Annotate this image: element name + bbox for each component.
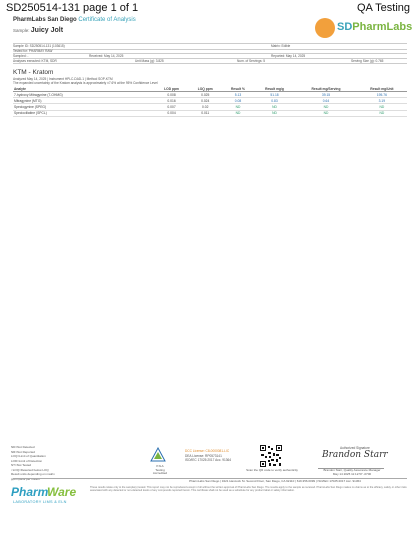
table-row: 7-hydroxy Mitragynine (7-OHMG) 0.008 0.025 5.13 51.18 39.15 195.76: [13, 92, 407, 98]
disclaimer: These results relate only to the sample(s) tested. This report may not be reproduced except in full without the written approval of PharmLabs San Diego. The results apply to the sample as received. PharmLabs San Diego makes no claims as to the efficacy, safety or other risks associated with any detected or non-detected levels of any compounds reported herein. This certificate shall not be used as a substitute for any product label or safety information.: [90, 486, 407, 493]
tested-for: Tested for: PHARMAY RAW: [13, 49, 53, 53]
iso-accreditation: ISO/IEC 17025:2017 Acc. 91364: [185, 458, 232, 462]
company-header: [13, 17, 136, 23]
table-row: Speciogynine (SPEG) 0.007 0.02 ND ND ND ND: [13, 104, 407, 110]
sample-id: Sample ID: SD250514-131 (103615): [13, 44, 65, 48]
logo-text: SDPharmLabs: [337, 21, 413, 33]
table-row: Mitragynine (MTG) 0.016 0.024 0.08 0.83 0.64 3.19: [13, 98, 407, 104]
col-result-pct: Result %: [222, 86, 254, 92]
lab-address: PharmLabs San Diego | 3421 Hancock St. Second Floor, San Diego, CA 92110 | 619.356.0099 | ISO/IEC 17025:2017 Acc. 91364: [189, 479, 361, 483]
table-row: Speciociliatine (SPCL) 0.004 0.011 ND ND ND ND: [13, 110, 407, 116]
pjla-accreditation-icon: [150, 447, 166, 463]
logo-mark-icon: [315, 18, 335, 38]
col-result-mgg: Result mg/g: [254, 86, 295, 92]
col-loq: LOQ ppm: [188, 86, 222, 92]
document-type: Certificate of Analysis: [78, 17, 136, 23]
col-result-mgunit: Result mg/Unit: [357, 86, 407, 92]
matrix: Matrix: Edible: [271, 44, 291, 48]
license-info: [185, 449, 231, 463]
signature: Brandon Starr: [322, 450, 388, 460]
analyses: Analyses executed: KTM, SDR: [13, 58, 57, 63]
analysis-note: Analyzed May 14, 2025 | Instrument HPLC-DAD-1 | Method SOP-KTM: [13, 77, 113, 81]
uncertainty-note: The expanded uncertainty of the Kratom analysis is approximately ±7.6% at the 95% Confidence Level: [13, 81, 158, 86]
section-title: KTM - Kratom: [13, 69, 54, 76]
serving-size: Serving Size (g): 0.765: [351, 58, 384, 63]
dea-license: DEA License: RP0573141: [185, 453, 222, 458]
kratom-results-table: [13, 86, 407, 117]
signature-title: Authorized Signature: [340, 446, 370, 450]
sample-name-row: [13, 27, 63, 34]
report-type: QA Testing: [357, 2, 410, 14]
col-analyte: Analyte: [13, 86, 155, 92]
sample-label: Sample:: [13, 28, 30, 33]
pjla-text: PJLA Testing Accredited: [152, 464, 168, 476]
qr-caption: Scan the QR code to verify authenticity: [246, 468, 298, 472]
sample-name: Juicy Jolt: [30, 27, 64, 34]
company-name: PharmLabs San Diego: [13, 17, 77, 23]
col-result-mgserving: Result mg/Serving: [295, 86, 357, 92]
col-lod: LOD ppm: [155, 86, 188, 92]
section-notes: [13, 77, 158, 85]
num-servings: Num. of Servings: 5: [237, 58, 265, 63]
received: Received: May 14, 2025: [89, 53, 124, 58]
sdpharmlabs-logo: [315, 18, 413, 44]
signer-info: Brandon Starr, Quality Assurance Manager May 14 2025 11:12:57 -0700: [323, 468, 381, 476]
report-id: SD250514-131 page 1 of 1: [6, 2, 139, 14]
top-bar: [0, 0, 416, 18]
pharmware-logo: Pharm Ware LABORATORY LIMS & ELN: [11, 485, 77, 504]
sample-info-box: [13, 43, 407, 63]
reported: Reported: May 14, 2025: [271, 53, 306, 58]
sampled: Sampled: -: [13, 53, 29, 58]
qr-code-icon[interactable]: [259, 444, 283, 468]
dcc-license: DCC License: C8-0000081-LIC: [185, 449, 230, 453]
footer-legend: ND=Not Detected NR=Not Reported LOQ=Limit of Quantitation LOD=Limit of Detection NT=Not Tested <LOQ=Detected below LOQ Result units depending on matrix ppm=parts per million: [11, 445, 55, 481]
unit-mass: Unit Mass (g): 3.825: [135, 58, 164, 63]
